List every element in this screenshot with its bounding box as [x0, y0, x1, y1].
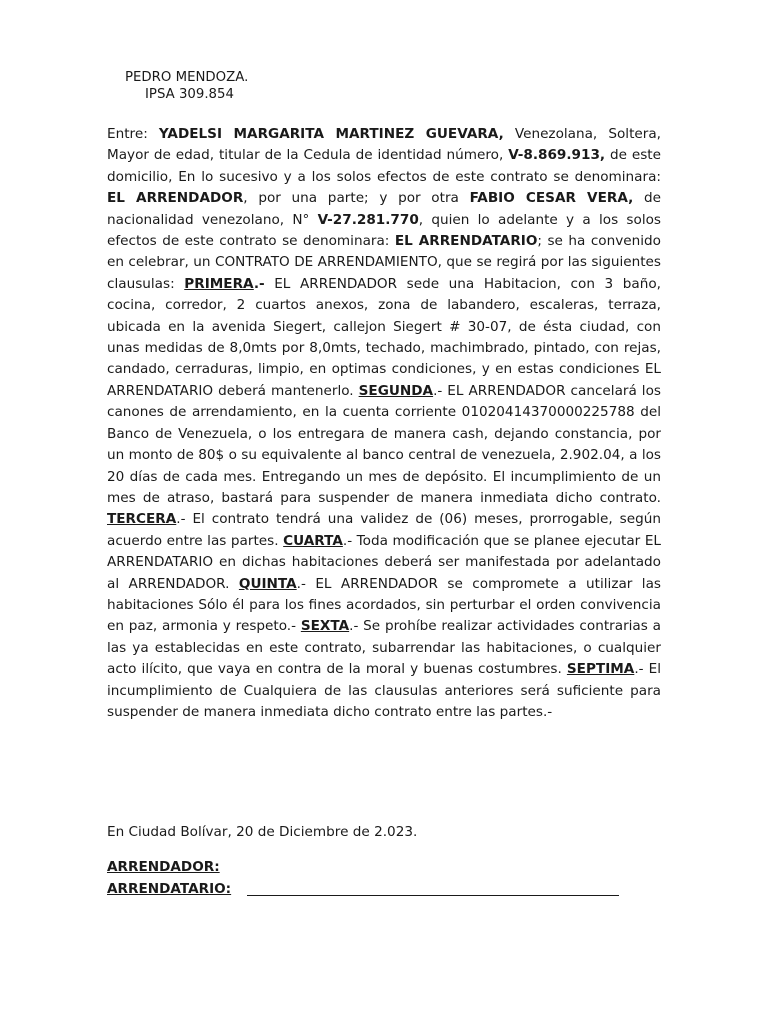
- contract-body: [107, 124, 661, 723]
- text-intro: Entre:: [107, 126, 159, 142]
- signature-arrendatario-label: ARRENDATARIO:: [107, 881, 232, 897]
- clause-cuarta-text: .- Toda modificación que se planee ejecutar EL ARRENDATARIO en dichas habitaciones deberá ser manifestada por adelantado al ARRENDADOR.: [107, 532, 661, 592]
- clause-sexta-label: SEXTA: [300, 618, 350, 635]
- text-segment: de nacionalidad venezolano, N°: [107, 190, 661, 228]
- signature-line: [247, 895, 619, 896]
- clause-septima-text: .- El incumplimiento de Cualquiera de las clausulas anteriores será suficiente para suspender de manera inmediata dicho contrato entre las partes.-: [107, 661, 661, 720]
- role-arrendatario: EL ARRENDATARIO: [394, 233, 538, 250]
- text-segment: de este domicilio, En lo sucesivo y a los solos efectos de este contrato se denominara:: [107, 147, 661, 185]
- role-arrendador: EL ARRENDADOR: [107, 190, 244, 207]
- signature-arrendador-label: ARRENDADOR:: [107, 859, 220, 875]
- author-name: PEDRO MENDOZA.: [125, 70, 249, 85]
- arrendatario-name: FABIO CESAR VERA,: [469, 190, 634, 207]
- clause-segunda-label: SEGUNDA: [358, 382, 434, 399]
- date-line: En Ciudad Bolívar, 20 de Diciembre de 2.023.: [107, 824, 418, 840]
- ipsa-number: IPSA 309.854: [145, 87, 234, 102]
- clause-primera-label: PRIMERA: [184, 275, 254, 292]
- clause-primera-text: EL ARRENDADOR sede una Habitacion, con 3 baño, cocina, corredor, 2 cuartos anexos, zona de labandero, escaleras, terraza, ubicada en la avenida Siegert, callejon Siegert # 30-07, de ésta ciudad, con unas medidas de 8,0mts por 8,0mts, techado, machimbrado, pintado, con rejas, candado, cerraduras, limpio, en optimas condiciones, y en estas condiciones EL ARRENDATARIO deberá mantenerlo.: [107, 275, 661, 399]
- clause-tercera-label: TERCERA: [107, 511, 177, 528]
- clause-segunda-text: .- EL ARRENDADOR cancelará los canones de arrendamiento, en la cuenta corriente 01020414370000225788 del Banco de Venezuela, o los entregara de manera cash, dejando constancia, por un monto de 80$ o su equivalente al banco central de venezuela, 2.902.04, a los 20 días de cada mes. Entregando un mes de depósito. El incumplimiento de un mes de atraso, bastará para suspender de manera inmediata dicho contrato.: [107, 382, 661, 506]
- arrendador-name: YADELSI MARGARITA MARTINEZ GUEVARA,: [158, 126, 504, 142]
- text-segment: Venezolana, Soltera, Mayor de edad, titular de la Cedula de identidad número,: [107, 126, 662, 164]
- text-segment: , quien lo adelante y a los solos efectos de este contrato se denominara:: [107, 211, 662, 250]
- arrendador-id: V-8.869.913,: [508, 147, 606, 164]
- clause-primera-sep: .-: [253, 275, 265, 292]
- clause-quinta-text: .- EL ARRENDADOR se compromete a utilizar las habitaciones Sólo él para los fines acordados, sin perturbar el orden convivencia en paz, armonia y respeto.-: [107, 575, 661, 635]
- clause-tercera-text: .- El contrato tendrá una validez de (06) meses, prorrogable, según acuerdo entre las partes.: [107, 511, 661, 549]
- clause-septima-label: SEPTIMA: [566, 661, 635, 678]
- clause-quinta-label: QUINTA: [238, 575, 297, 592]
- clause-sexta-text: .- Se prohíbe realizar actividades contrarias a las ya establecidas en este contrato, subarrendar las habitaciones, o cualquier acto ilícito, que vaya en contra de la moral y buenas costumbres.: [107, 618, 661, 678]
- arrendatario-id: V-27.281.770: [317, 211, 419, 228]
- document-header: [125, 69, 248, 103]
- text-segment: , por una parte; y por otra: [243, 190, 470, 207]
- text-segment: ; se ha convenido en celebrar, un CONTRATO DE ARRENDAMIENTO, que se regirá por las siguientes clausulas:: [107, 233, 661, 292]
- clause-cuarta-label: CUARTA: [283, 532, 343, 549]
